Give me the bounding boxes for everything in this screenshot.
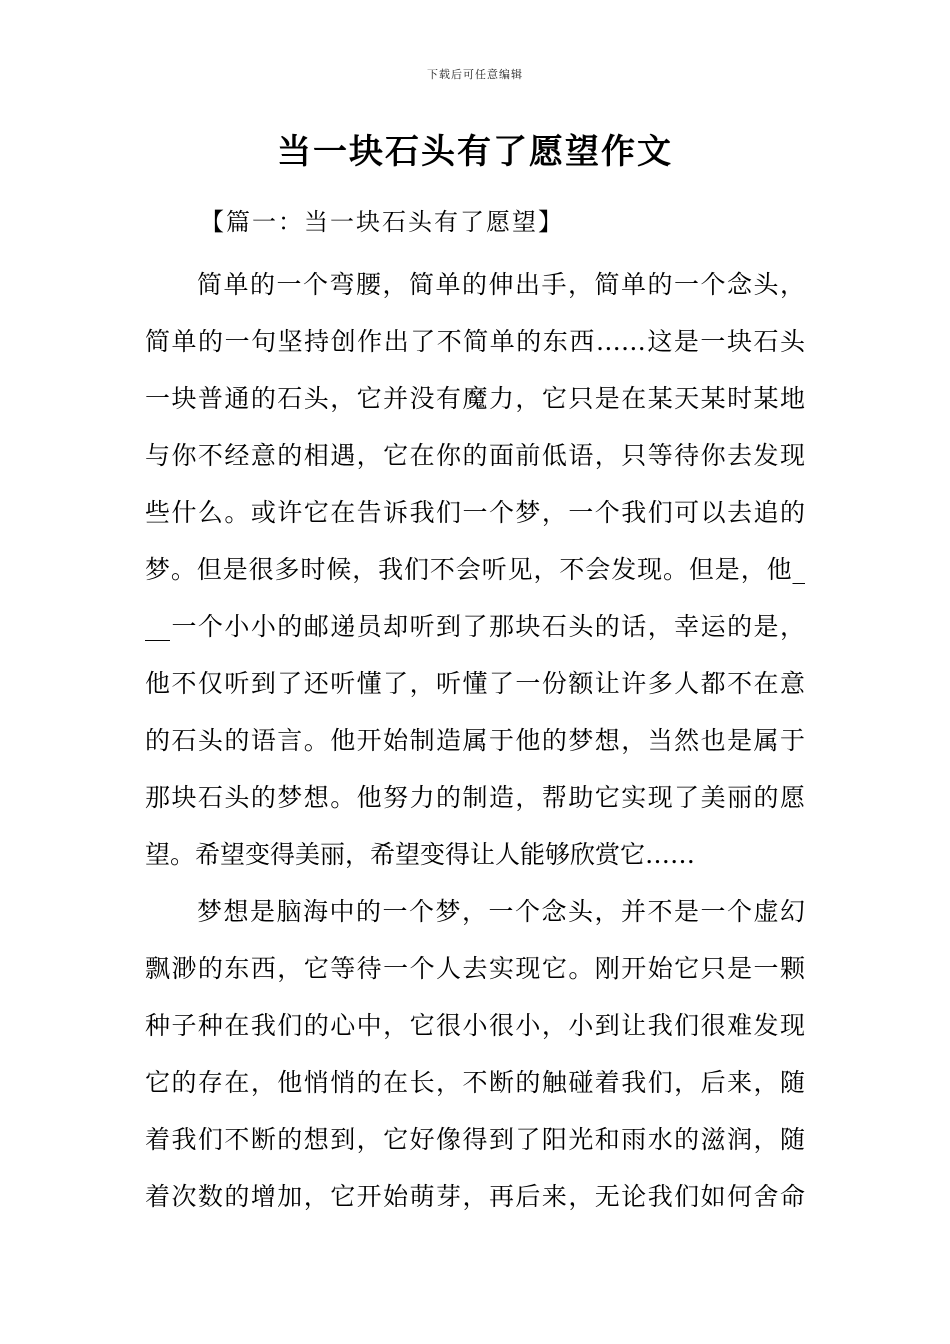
paragraph-line: 飘渺的东西，它等待一个人去实现它。刚开始它只是一颗 [145,954,805,983]
paragraph-1 [145,256,805,883]
paragraph-line: 简单的一句坚持创作出了不简单的东西……这是一块石头 [145,327,805,356]
paragraph-line: 一块普通的石头，它并没有魔力，它只是在某天某时某地 [145,384,805,413]
paragraph-line: 的石头的语言。他开始制造属于他的梦想，当然也是属于 [145,726,805,755]
paragraph-line: 梦想是脑海中的一个梦，一个念头，并不是一个虚幻 [197,897,805,926]
paragraph-line: 着我们不断的想到，它好像得到了阳光和雨水的滋润，随 [145,1125,805,1154]
paragraph-2 [145,883,805,1225]
body-text [145,256,805,1225]
paragraph-line: 他不仅听到了还听懂了，听懂了一份额让许多人都不在意 [145,669,805,698]
paragraph-line: 着次数的增加，它开始萌芽，再后来，无论我们如何舍命 [145,1182,805,1211]
paragraph-line: 与你不经意的相遇，它在你的面前低语，只等待你去发现 [145,441,805,470]
paragraph-line: 简单的一个弯腰，简单的伸出手，简单的一个念头， [197,270,805,299]
paragraph-line: 它的存在，他悄悄的在长，不断的触碰着我们，后来，随 [145,1068,805,1097]
paragraph-line: 那块石头的梦想。他努力的制造，帮助它实现了美丽的愿 [145,783,805,812]
paragraph-line: __一个小小的邮递员却听到了那块石头的话，幸运的是， [145,612,805,641]
paragraph-line: 梦。但是很多时候，我们不会听见，不会发现。但是，他_ [145,555,805,584]
document-title: 当一块石头有了愿望作文 [277,132,673,172]
paragraph-line: 种子种在我们的心中，它很小很小，小到让我们很难发现 [145,1011,805,1040]
header-note: 下载后可任意编辑 [427,68,523,81]
section-heading: 【篇一：当一块石头有了愿望】 [200,208,564,236]
paragraph-line: 望。希望变得美丽，希望变得让人能够欣赏它…… [145,840,696,869]
paragraph-line: 些什么。或许它在告诉我们一个梦，一个我们可以去追的 [145,498,805,527]
